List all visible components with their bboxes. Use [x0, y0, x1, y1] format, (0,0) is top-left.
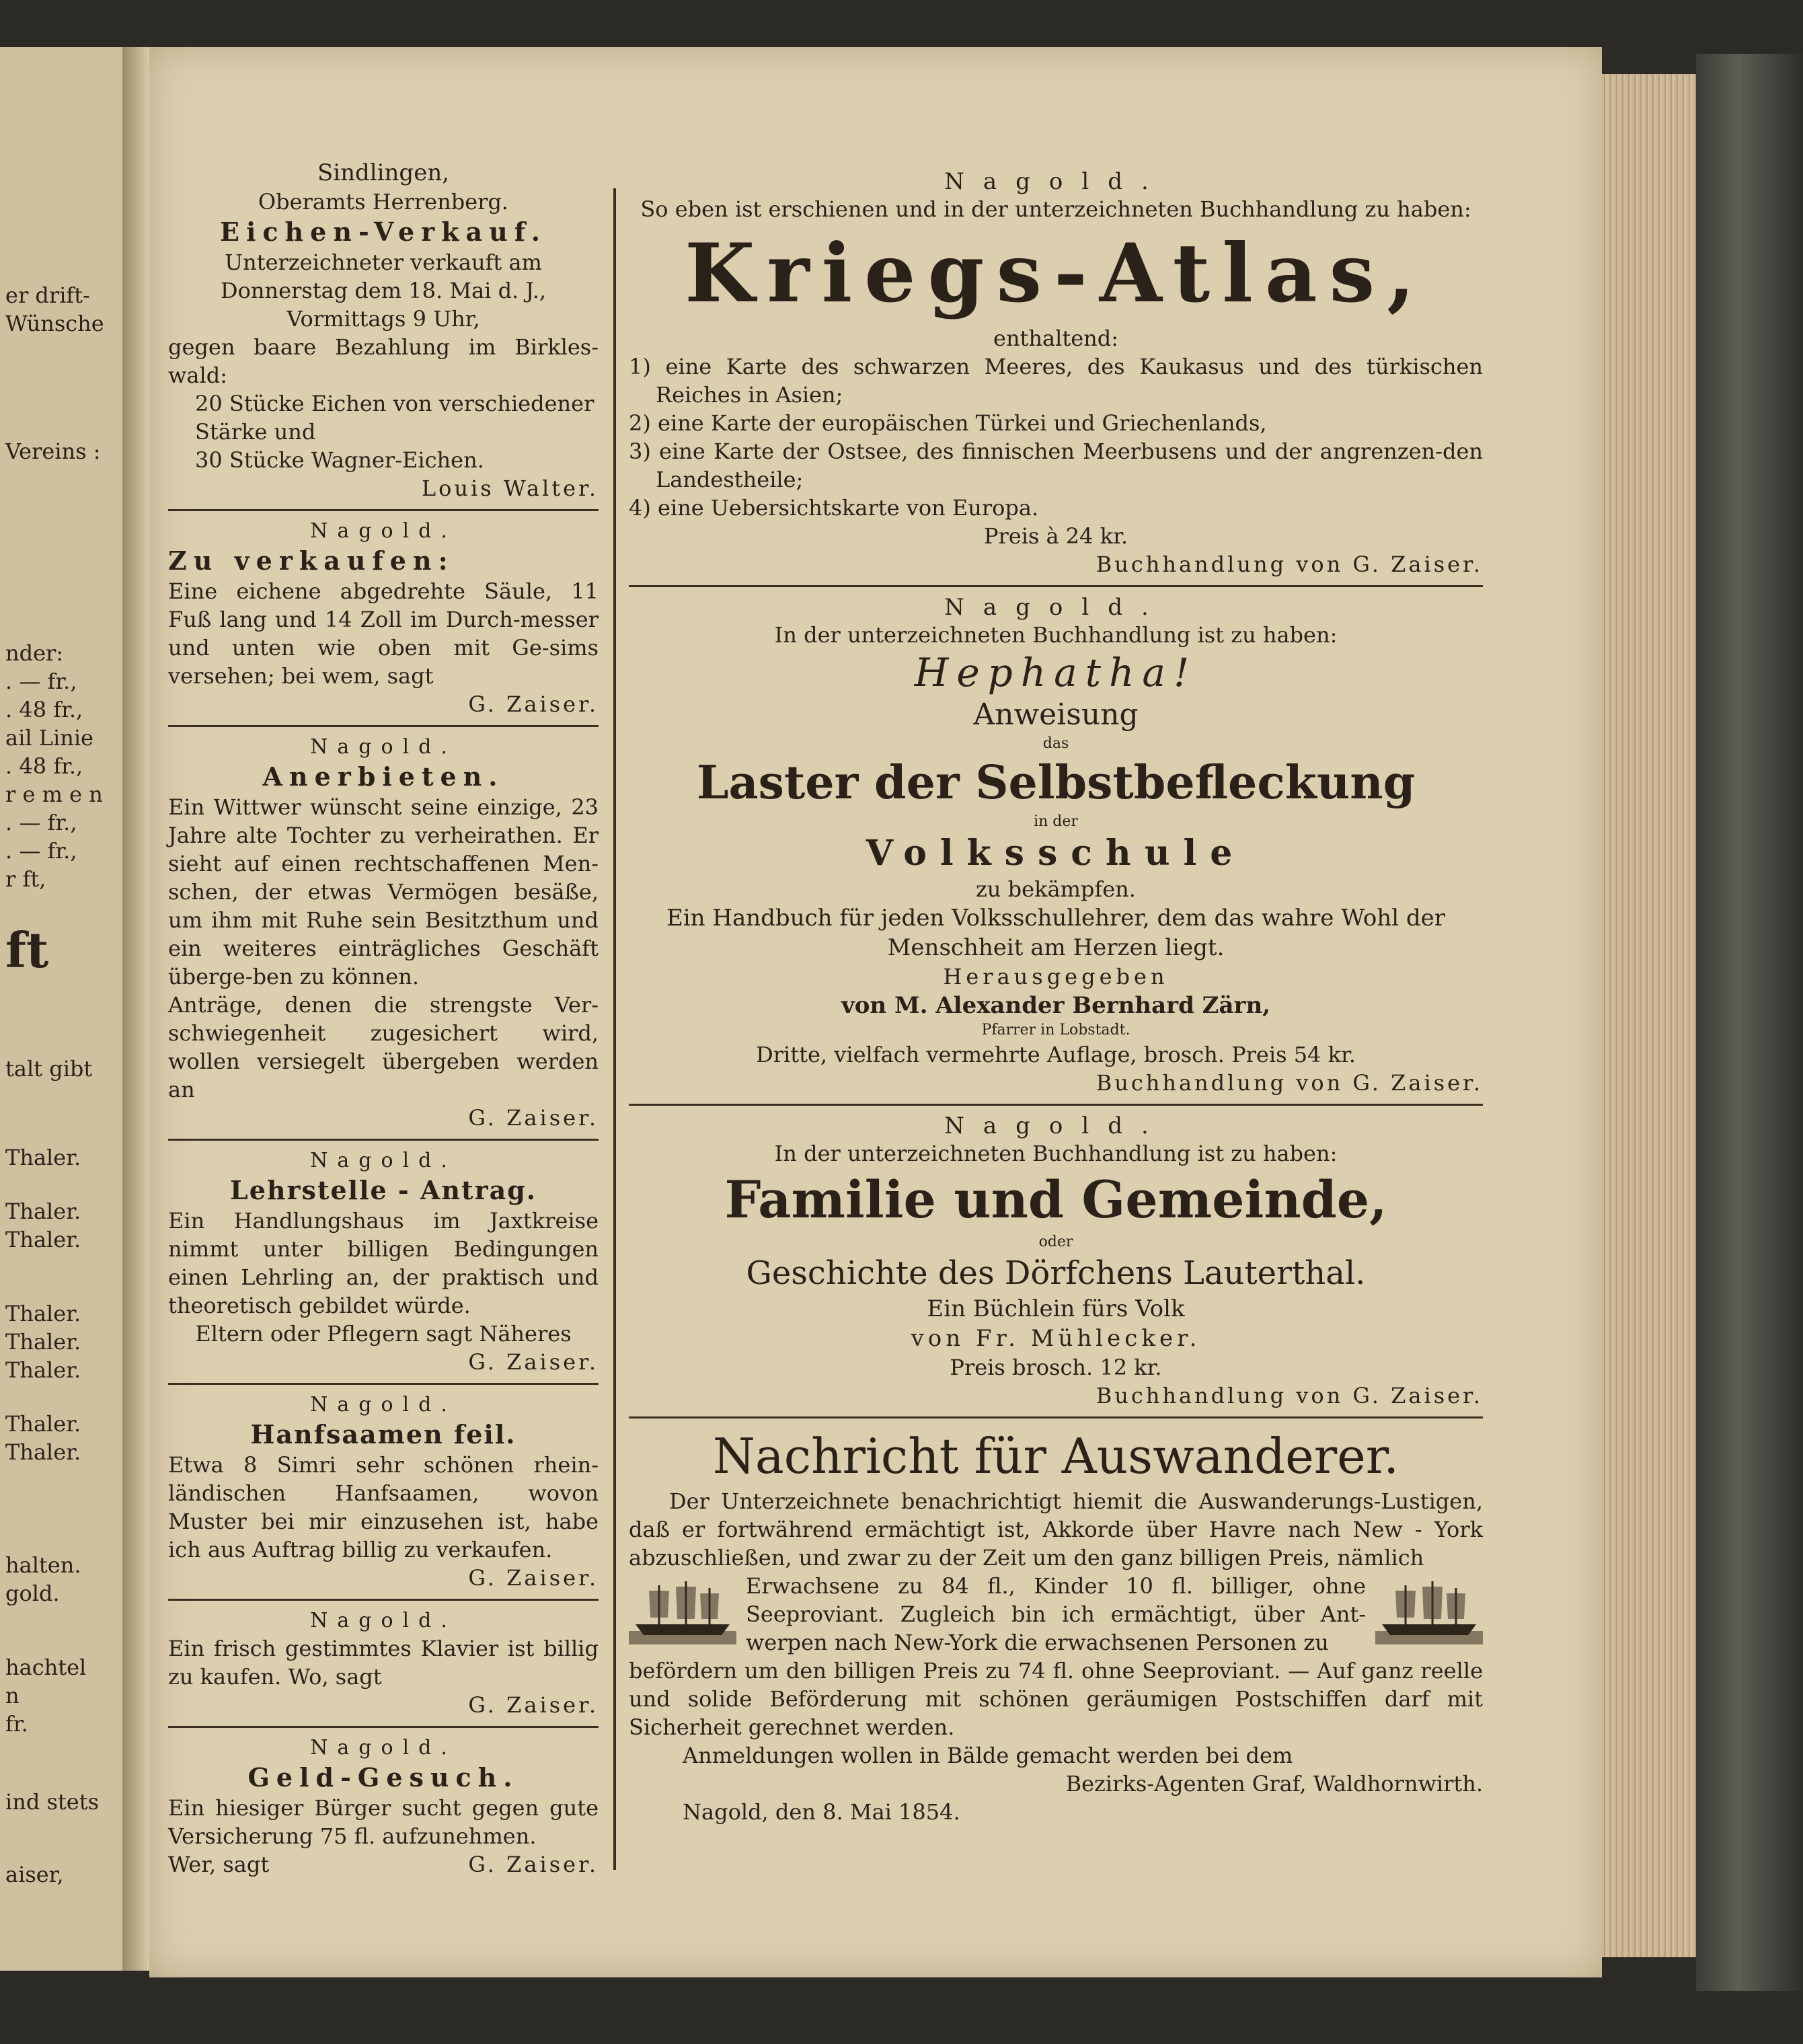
- book-cover: [1696, 54, 1803, 1991]
- ad-ship-row: [629, 1572, 1483, 1657]
- prev-fragment: Wünsche: [5, 311, 104, 336]
- ad-signature: Louis Walter.: [421, 476, 599, 501]
- ad-heading: Anerbieten.: [262, 761, 504, 792]
- ad-familie-und-gemeinde: [629, 1112, 1483, 1410]
- ad-paragraph: Anmeldungen wollen in Bälde gemacht werden bei dem: [683, 1743, 1293, 1768]
- ad-body: Etwa 8 Simri sehr schönen rhein-ländischen Hanfsaamen, wovon Muster bei mir einzusehen ist, habe ich aus Auftrag billig zu verkaufen.: [168, 1452, 599, 1562]
- prev-fragment: . — fr.,: [5, 838, 77, 864]
- ad-line: Unterzeichneter verkauft am: [225, 250, 542, 275]
- prev-fragment: ft: [5, 921, 49, 979]
- ad-place: Nagold.: [944, 594, 1167, 621]
- ad-line: Donnerstag dem 18. Mai d. J.,: [220, 278, 547, 303]
- ad-price: Preis à 24 kr.: [983, 523, 1128, 549]
- ad-line: von M. Alexander Bernhard Zärn,: [841, 992, 1270, 1019]
- ad-signature: Buchhandlung von G. Zaiser.: [1096, 1383, 1483, 1408]
- ad-klavier: [168, 1607, 599, 1719]
- prev-fragment: halten.: [5, 1552, 81, 1578]
- ad-body: Eltern oder Pflegern sagt Näheres: [195, 1321, 572, 1347]
- prev-fragment: . 48 fr.,: [5, 753, 83, 779]
- separator: [168, 509, 599, 511]
- ad-signature: G. Zaiser.: [468, 1692, 599, 1718]
- ad-title: Hephatha!: [914, 650, 1198, 695]
- prev-fragment: Thaler.: [5, 1301, 81, 1326]
- prev-fragment: Thaler.: [5, 1439, 81, 1465]
- ad-nachricht-auswanderer: [629, 1425, 1483, 1826]
- prev-fragment: r ft,: [5, 866, 46, 892]
- ship-icon: [1375, 1577, 1483, 1651]
- ad-signature: G. Zaiser.: [468, 1349, 599, 1375]
- prev-fragment: Thaler.: [5, 1411, 81, 1437]
- separator: [168, 1599, 599, 1601]
- ad-item: 20 Stücke Eichen von verschiedener Stärke und: [195, 391, 594, 445]
- ad-intro: In der unterzeichneten Buchhandlung ist zu haben:: [774, 622, 1338, 648]
- ad-item: 3) eine Karte der Ostsee, des finnischen Meerbusens und der angrenzen-den Landestheile;: [629, 439, 1483, 492]
- ad-title: Familie und Gemeinde,: [724, 1170, 1387, 1229]
- ad-line: Ein Handbuch für jeden Volksschullehrer, dem das wahre Wohl der Menschheit am Herzen liegt.: [666, 905, 1446, 961]
- ad-place: Nagold.: [310, 1609, 457, 1632]
- column-divider: [613, 188, 616, 1870]
- ad-line: Volksschule: [866, 833, 1246, 874]
- separator: [168, 1139, 599, 1141]
- prev-fragment: ind stets: [5, 1789, 99, 1815]
- ad-heading: Eichen-Verkauf.: [220, 217, 547, 247]
- ad-item: 1) eine Karte des schwarzen Meeres, des Kaukasus und des türkischen Reiches in Asien;: [629, 354, 1483, 408]
- ad-place: Nagold.: [310, 519, 457, 543]
- ad-place: Nagold.: [944, 168, 1167, 195]
- ad-line: Anweisung: [973, 697, 1139, 732]
- prev-fragment: Thaler.: [5, 1329, 81, 1355]
- ad-body: Anträge, denen die strengste Ver-schwiegenheit zugesichert wird, wollen versiegelt übergeben werden an: [168, 992, 599, 1102]
- ad-kriegs-atlas: [629, 168, 1483, 578]
- prev-fragment: aiser,: [5, 1862, 64, 1887]
- ad-sub: enthaltend:: [993, 326, 1118, 351]
- ad-signature: Buchhandlung von G. Zaiser.: [1096, 552, 1483, 577]
- ad-item: 30 Stücke Wagner-Eichen.: [195, 447, 484, 473]
- ad-signature: G. Zaiser.: [468, 1852, 599, 1877]
- ad-line: von Fr. Mühlecker.: [911, 1325, 1201, 1352]
- ad-place: Nagold.: [310, 1393, 457, 1416]
- ad-body: Eine eichene abgedrehte Säule, 11 Fuß lang und 14 Zoll im Durch-messer und unten wie oben mit Ge-sims versehen; bei wem, sagt: [168, 578, 599, 689]
- ad-intro: So eben ist erschienen und in der unterzeichneten Buchhandlung zu haben:: [640, 196, 1471, 222]
- ad-line: Dritte, vielfach vermehrte Auflage, brosch. Preis 54 kr.: [756, 1042, 1356, 1067]
- ad-place: Nagold.: [310, 1736, 457, 1759]
- ad-line: Herausgegeben: [943, 964, 1169, 989]
- prev-fragment: fr.: [5, 1711, 28, 1737]
- ad-body: gegen baare Bezahlung im Birkles-wald:: [168, 334, 599, 388]
- ad-signature: G. Zaiser.: [468, 1105, 599, 1131]
- ad-line: Pfarrer in Lobstadt.: [981, 1022, 1130, 1038]
- ad-line: zu bekämpfen.: [976, 876, 1136, 902]
- ad-signature: G. Zaiser.: [468, 691, 599, 717]
- right-column: [629, 168, 1483, 1826]
- ad-paragraph: befördern um den billigen Preis zu 74 fl. ohne Seeproviant. — Auf ganz reelle und solide Beförderung mit schönen geräumigen Postschiffen darf mit Sicherheit gerechnet werden.: [629, 1658, 1483, 1740]
- ad-date: Nagold, den 8. Mai 1854.: [683, 1799, 960, 1825]
- ad-district: Oberamts Herrenberg.: [258, 189, 509, 215]
- prev-fragment: . 48 fr.,: [5, 697, 83, 722]
- ad-body: Ein Handlungshaus im Jaxtkreise nimmt unter billigen Bedingungen einen Lehrling an, der praktisch und theoretisch gebildet würde.: [168, 1208, 599, 1318]
- ad-price: Preis brosch. 12 kr.: [950, 1355, 1162, 1380]
- separator: [168, 1726, 599, 1728]
- ad-anerbieten: [168, 734, 599, 1132]
- page-edges: [1602, 74, 1696, 1957]
- ad-line: Laster der Selbstbefleckung: [696, 756, 1416, 810]
- separator: [168, 725, 599, 727]
- ad-intro: In der unterzeichneten Buchhandlung ist zu haben:: [774, 1141, 1338, 1166]
- ad-signature: Buchhandlung von G. Zaiser.: [1096, 1070, 1483, 1096]
- ad-item: 4) eine Uebersichtskarte von Europa.: [629, 495, 1039, 521]
- prev-fragment: talt gibt: [5, 1056, 93, 1082]
- ad-body: Ein frisch gestimmtes Klavier ist billig zu kaufen. Wo, sagt: [168, 1636, 599, 1690]
- previous-page-strip: [0, 47, 124, 1971]
- ad-line: oder: [1038, 1234, 1073, 1250]
- ad-agent: Bezirks-Agenten Graf, Waldhornwirth.: [1065, 1771, 1483, 1796]
- book-gutter: [122, 47, 149, 1971]
- ad-signature: G. Zaiser.: [468, 1565, 599, 1591]
- ad-line: in der: [1034, 813, 1078, 830]
- prev-fragment: Vereins :: [5, 439, 101, 464]
- ad-title: Kriegs-Atlas,: [685, 226, 1427, 321]
- prev-fragment: hachtel: [5, 1655, 87, 1680]
- separator: [629, 1416, 1483, 1418]
- separator: [168, 1383, 599, 1385]
- ad-paragraph: Der Unterzeichnete benachrichtigt hiemit die Auswanderungs-Lustigen, daß er fortwährend ermächtigt ist, Akkorde über Havre nach New - York abzuschließen, und zwar zu der Zeit um den ganz billigen Preis, nämlich: [629, 1488, 1483, 1570]
- prev-fragment: ail Linie: [5, 725, 93, 751]
- ad-heading: Hanfsaamen feil.: [250, 1419, 516, 1449]
- prev-fragment: n: [5, 1683, 20, 1708]
- ad-paragraph: Erwachsene zu 84 fl., Kinder 10 fl. billiger, ohne Seeproviant. Zugleich bin ich ermächtigt, über Ant-werpen nach New-York die erwachsenen Personen zu: [746, 1573, 1366, 1655]
- prev-fragment: Thaler.: [5, 1145, 81, 1170]
- ad-geld-gesuch: [168, 1735, 599, 1879]
- prev-fragment: . — fr.,: [5, 810, 77, 835]
- ad-sub: Geschichte des Dörfchens Lauterthal.: [746, 1254, 1366, 1292]
- prev-fragment: Thaler.: [5, 1357, 81, 1383]
- ship-icon: [629, 1577, 736, 1651]
- ad-zu-verkaufen: [168, 518, 599, 718]
- separator: [629, 585, 1483, 587]
- ad-hephatha: [629, 594, 1483, 1097]
- ad-place: Sindlingen,: [317, 159, 450, 186]
- prev-fragment: gold.: [5, 1581, 60, 1606]
- ad-line: das: [1042, 735, 1069, 752]
- prev-fragment: . — fr.,: [5, 669, 77, 694]
- prev-fragment: r e m e n: [5, 782, 103, 807]
- prev-fragment: er drift-: [5, 282, 90, 308]
- ad-item: 2) eine Karte der europäischen Türkei und Griechenlands,: [629, 410, 1267, 436]
- ad-closing-line: [168, 1850, 599, 1879]
- ad-place: Nagold.: [310, 735, 457, 759]
- ad-heading: Geld-Gesuch.: [247, 1762, 519, 1792]
- ad-heading: Lehrstelle - Antrag.: [229, 1175, 537, 1205]
- ad-eichen-verkauf: [168, 158, 599, 502]
- prev-fragment: Thaler.: [5, 1227, 81, 1252]
- ad-line: Vormittags 9 Uhr,: [286, 306, 480, 332]
- ad-lehrstelle: [168, 1147, 599, 1376]
- left-column: [168, 158, 599, 1879]
- prev-fragment: Thaler.: [5, 1199, 81, 1224]
- ad-place: Nagold.: [310, 1149, 457, 1172]
- ad-place: Nagold.: [944, 1112, 1167, 1139]
- ad-closing-text: Wer, sagt: [168, 1852, 270, 1877]
- ad-line: Ein Büchlein fürs Volk: [927, 1295, 1185, 1322]
- separator: [629, 1104, 1483, 1106]
- ad-title: Nachricht für Auswanderer.: [712, 1428, 1399, 1484]
- ad-hanfsaamen: [168, 1392, 599, 1592]
- ad-body: Ein hiesiger Bürger sucht gegen gute Versicherung 75 fl. aufzunehmen.: [168, 1795, 599, 1849]
- ad-body: Ein Wittwer wünscht seine einzige, 23 Jahre alte Tochter zu verheirathen. Er sieht auf einen rechtschaffenen Men-schen, der etwas Vermögen besäße, um ihm mit Ruhe sein Besitzthum und ein weiteres einträgliches Geschäft überge-ben zu können.: [168, 794, 599, 989]
- ad-heading: Zu verkaufen:: [168, 545, 455, 576]
- prev-fragment: nder:: [5, 640, 64, 666]
